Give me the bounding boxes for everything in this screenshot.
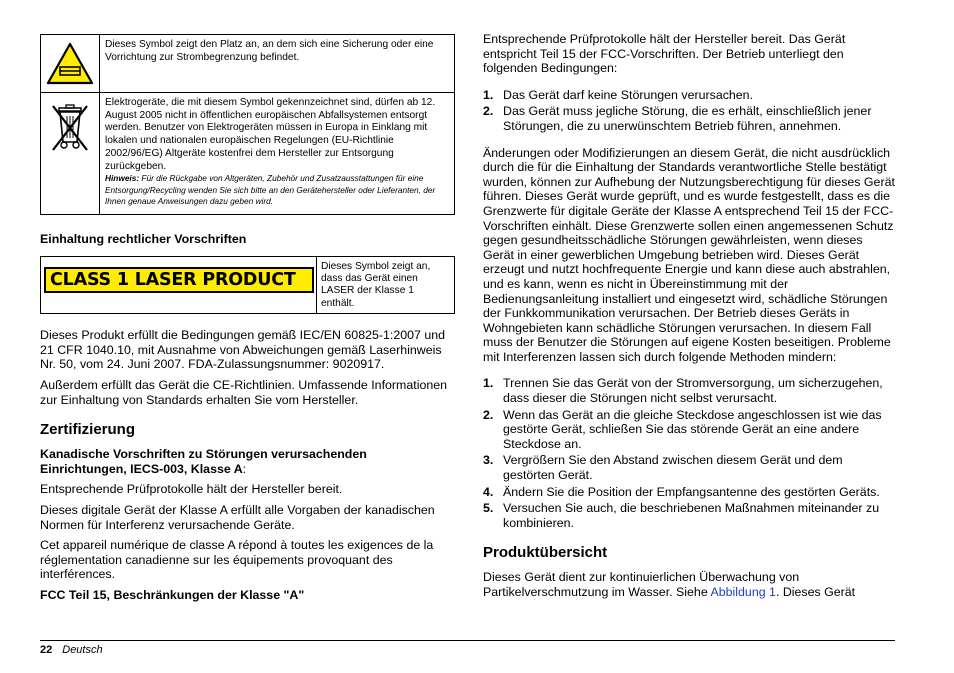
table-row (41, 93, 455, 215)
footer-divider (40, 640, 895, 641)
canada-heading-main: Kanadische Vorschriften zu Störungen verursachenden Einrichtungen, IECS-003, Klasse A (40, 447, 367, 476)
list-number: 5. (483, 501, 494, 516)
left-column (40, 34, 455, 603)
list-text: Wenn das Gerät an die gleiche Steckdose angeschlossen ist wie das gestörte Gerät, schließen Sie das störende Gerät an eine andere Steckdose an. (503, 407, 882, 451)
canada-paragraph-1: Entsprechende Prüfprotokolle hält der Hersteller bereit. (40, 482, 343, 497)
list-item (483, 501, 895, 530)
list-item (483, 376, 895, 405)
list-item (483, 453, 895, 482)
interference-methods-list (483, 376, 895, 530)
page-footer (40, 644, 103, 657)
weee-text: Elektrogeräte, die mit diesem Symbol gekennzeichnet sind, dürfen ab 12. August 2005 nicht in öffentlichen europäischen Abfallsystemen entsorgt werden. Benutzer von Elektrogeräten müssen in Europa in Einklang mit lokalen und nationalen europäischen Regelungen (EU-Richtlinie 2002/96/EG) Altgeräte kostenfrei dem Hersteller zur Entsorgung zurückgeben. (105, 97, 436, 172)
list-number: 1. (483, 376, 494, 391)
fuse-warning-icon (46, 42, 94, 86)
list-item (483, 408, 895, 452)
list-number: 2. (483, 104, 494, 119)
footer-language: Deutsch (62, 644, 103, 656)
weee-symbol-description (100, 93, 455, 215)
list-text: Versuchen Sie auch, die beschriebenen Maßnahmen miteinander zu kombinieren. (503, 501, 880, 530)
note-text: Für die Rückgabe von Altgeräten, Zubehör und Zusatzausstattungen für eine Entsorgung/Recycling wenden Sie sich bitte an den Gerätehersteller oder Lieferanten, der Ihnen genaue Anweisungen dazu geben wird. (105, 173, 436, 207)
weee-note (105, 173, 449, 208)
canada-paragraph-2: Dieses digitale Gerät der Klasse A erfüllt alle Vorgaben der kanadischen Normen für Interferenz verursachende Geräte. (40, 502, 435, 532)
fuse-warning-icon-cell (41, 35, 100, 93)
symbols-table (40, 34, 455, 215)
right-column (483, 32, 895, 600)
certification-heading: Zertifizierung (40, 421, 136, 439)
canada-paragraph-3: Cet appareil numérique de classe A répond à toutes les exigences de la réglementation canadienne sur les équipements provoquant des interférences. (40, 538, 434, 582)
product-overview-text (483, 570, 895, 599)
weee-icon-cell (41, 93, 100, 215)
compliance-heading: Einhaltung rechtlicher Vorschriften (40, 232, 247, 246)
page-number: 22 (40, 644, 53, 656)
list-text: Vergrößern Sie den Abstand zwischen diesem Gerät und dem gestörten Gerät. (503, 453, 843, 483)
laser-table (40, 256, 455, 315)
canada-heading-suffix: : (242, 461, 247, 476)
list-number: 4. (483, 484, 494, 499)
list-text: Das Gerät darf keine Störungen verursachen. (503, 87, 754, 102)
list-text: Trennen Sie das Gerät von der Stromversorgung, um sicherzugehen, dass dieser die Störungen nicht selbst verursacht. (503, 376, 883, 406)
list-number: 3. (483, 453, 494, 468)
class-1-laser-label: CLASS 1 LASER PRODUCT (44, 267, 314, 293)
laser-label-cell (41, 256, 317, 314)
compliance-paragraph-2: Außerdem erfüllt das Gerät die CE-Richtlinien. Umfassende Informationen zur Einhaltung von Standards erhalten Sie vom Hersteller. (40, 378, 448, 407)
fuse-symbol-description: Dieses Symbol zeigt den Platz an, an dem sich eine Sicherung oder eine Vorrichtung zur Strombegrenzung befindet. (100, 35, 455, 93)
compliance-paragraph-1: Dieses Produkt erfüllt die Bedingungen gemäß IEC/EN 60825-1:2007 und 21 CFR 1040.10, mit Ausnahme von Abweichungen gemäß Laserhinweis Nr. 50, vom 24. Juni 2007. FDA-Zulassungsnummer: 9020917. (40, 328, 446, 372)
overview-text-before: Dieses Gerät dient zur kontinuierlichen Überwachung von Partikelverschmutzung im Wasser. Siehe (483, 570, 800, 599)
fcc-conditions-list (483, 88, 895, 134)
list-number: 2. (483, 407, 494, 422)
fcc-intro: Entsprechende Prüfprotokolle hält der Hersteller bereit. Das Gerät entspricht Teil 15 der FCC-Vorschriften. Der Betrieb unterliegt den folgenden Bedingungen: (483, 32, 846, 76)
laser-symbol-description: Dieses Symbol zeigt an, dass das Gerät einen LASER der Klasse 1 enthält. (317, 256, 455, 314)
product-overview-heading: Produktübersicht (483, 544, 608, 562)
table-row (41, 35, 455, 93)
table-row (41, 256, 455, 314)
list-item (483, 485, 895, 500)
fcc-body: Änderungen oder Modifizierungen an diesem Gerät, die nicht ausdrücklich durch die für die Einhaltung der Standards verantwortliche Stelle bestätigt wurden, können zur Aufhebung der Nutzungsberechtigung für dieses Gerät führen. Dieses Gerät wurde geprüft, und es wurde festgestellt, dass es die Grenzwerte für digitale Geräte der Klasse A entsprechend Teil 15 der FCC-Vorschriften einhält. Diese Grenzwerte sollen einen angemessenen Schutz gegen gesundheitsschädliche Störungen gewährleisten, wenn dieses Gerät in einer gewerblichen Umgebung betrieben wird. Dieses Gerät erzeugt und nutzt hochfrequente Energie und kann diese auch abstrahlen, und es kann, wenn es nicht in Übereinstimmung mit der Bedienungsanleitung installiert und eingesetzt wird, schädliche Störungen der Funkkommunikation verursachen. Der Betrieb dieses Geräts in Wohngebieten kann schädliche Störungen verursachen. In diesem Fall muss der Benutzer die Störungen auf eigene Kosten beseitigen. Probleme mit Interferenzen lassen sich durch folgende Methoden mindern: (483, 145, 895, 364)
overview-text-after: . Dieses Gerät (775, 585, 856, 599)
fcc-heading: FCC Teil 15, Beschränkungen der Klasse "A" (40, 587, 305, 602)
list-text: Ändern Sie die Position der Empfangsantenne des gestörten Geräts. (503, 484, 880, 499)
list-number: 1. (483, 87, 494, 102)
list-item (483, 88, 895, 103)
figure-1-link[interactable]: Abbildung 1 (710, 585, 776, 599)
canada-heading (40, 447, 455, 476)
list-text: Das Gerät muss jegliche Störung, die es erhält, einschließlich jener Störungen, die zu unerwünschtem Betrieb führen, annehmen. (503, 104, 872, 133)
crossed-out-wheelie-bin-icon (50, 102, 90, 154)
note-label: Hinweis: (105, 173, 140, 184)
list-item (483, 104, 895, 133)
